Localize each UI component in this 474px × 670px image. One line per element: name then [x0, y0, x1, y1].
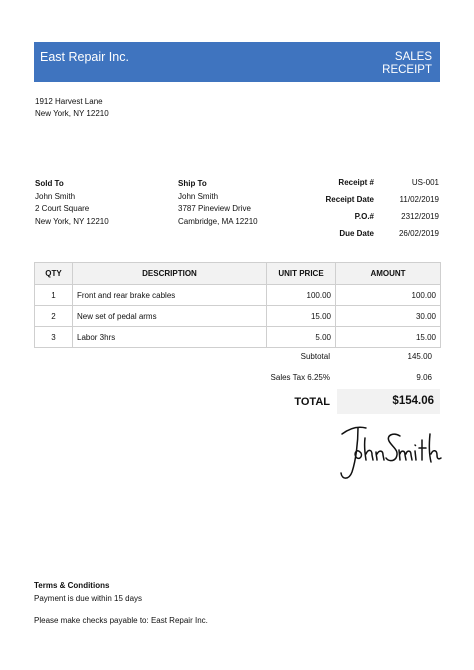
sold-to-heading: Sold To	[35, 179, 64, 188]
sales-tax-row	[266, 367, 440, 388]
checks-payable-line: Please make checks payable to: East Repair Inc.	[34, 616, 208, 625]
table-row	[35, 306, 441, 327]
receipt-meta	[300, 178, 440, 246]
subtotal-label: Subtotal	[300, 352, 330, 361]
total-box	[337, 389, 440, 414]
due-date-value: 26/02/2019	[398, 229, 439, 238]
amount-cell: 15.00	[336, 327, 441, 348]
document-title	[382, 51, 432, 77]
ship-to-name: John Smith	[178, 191, 219, 201]
ship-to-heading: Ship To	[178, 179, 207, 188]
company-city: New York, NY 12210	[35, 109, 109, 118]
sold-to-block	[35, 178, 109, 228]
po-number-label: P.O.#	[354, 212, 374, 221]
totals-block	[266, 346, 440, 414]
receipt-date-row	[300, 195, 440, 212]
qty-cell: 1	[35, 285, 73, 306]
total-label: TOTAL	[294, 396, 330, 408]
document-title-line2: RECEIPT	[382, 64, 432, 76]
subtotal-value: 145.00	[407, 352, 432, 361]
ship-to-block	[178, 178, 258, 228]
ship-to-city: Cambridge, MA 12210	[178, 216, 258, 226]
unit-price-cell: 5.00	[267, 327, 336, 348]
table-row	[35, 327, 441, 348]
due-date-label: Due Date	[339, 229, 374, 238]
line-items-table	[34, 262, 441, 348]
table-row	[35, 285, 441, 306]
description-cell: New set of pedal arms	[73, 306, 267, 327]
qty-cell: 2	[35, 306, 73, 327]
receipt-number-value: US-001	[411, 178, 439, 187]
po-number-value: 2312/2019	[401, 212, 439, 221]
amount-cell: 30.00	[336, 306, 441, 327]
sales-tax-value: 9.06	[416, 373, 432, 382]
sold-to-city: New York, NY 12210	[35, 216, 109, 226]
table-header-row	[35, 263, 441, 285]
description-header: DESCRIPTION	[73, 263, 267, 285]
receipt-number-row	[300, 178, 440, 195]
unit-price-cell: 15.00	[267, 306, 336, 327]
sales-tax-label: Sales Tax 6.25%	[270, 373, 330, 382]
unit-price-header: UNIT PRICE	[267, 263, 336, 285]
amount-cell: 100.00	[336, 285, 441, 306]
sold-to-name: John Smith	[35, 191, 76, 201]
signature	[336, 418, 446, 488]
receipt-date-label: Receipt Date	[325, 195, 374, 204]
sold-to-street: 2 Court Square	[35, 204, 90, 213]
description-cell: Front and rear brake cables	[73, 285, 267, 306]
receipt-date-value: 11/02/2019	[399, 195, 439, 204]
document-title-line1: SALES	[394, 51, 432, 63]
header-banner	[34, 42, 440, 82]
terms-payment-line: Payment is due within 15 days	[34, 593, 143, 603]
ship-to-street: 3787 Pineview Drive	[178, 204, 251, 213]
due-date-row	[300, 229, 440, 246]
po-number-row	[300, 212, 440, 229]
qty-cell: 3	[35, 327, 73, 348]
qty-header: QTY	[35, 263, 73, 285]
company-name: East Repair Inc.	[40, 50, 129, 64]
unit-price-cell: 100.00	[267, 285, 336, 306]
company-address	[35, 96, 109, 120]
total-value: $154.06	[392, 395, 434, 407]
amount-header: AMOUNT	[336, 263, 441, 285]
terms-heading: Terms & Conditions	[34, 581, 110, 590]
receipt-number-label: Receipt #	[338, 178, 374, 187]
company-street: 1912 Harvest Lane	[35, 97, 103, 106]
terms-block	[34, 580, 142, 605]
subtotal-row	[266, 346, 440, 367]
total-row	[266, 389, 440, 414]
description-cell: Labor 3hrs	[73, 327, 267, 348]
